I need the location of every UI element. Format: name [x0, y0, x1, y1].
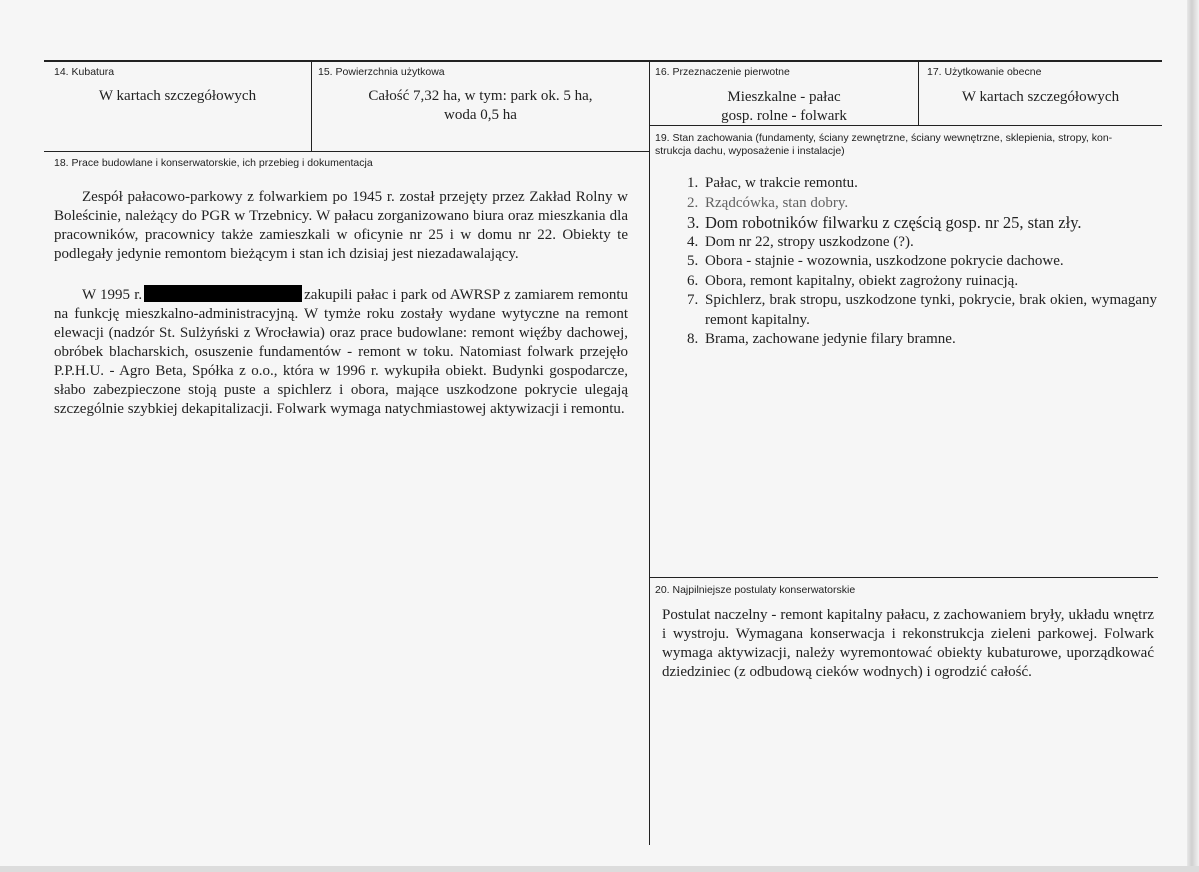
works-paragraph-2 [54, 285, 628, 419]
usable-area-line2: woda 0,5 ha [444, 107, 517, 123]
scan-edge-bottom [0, 866, 1199, 872]
condition-label-line2: strukcja dachu, wyposażenie i instalacje) [655, 145, 845, 157]
condition-item: 4. Dom nr 22, stropy uszkodzone (?). [687, 233, 914, 250]
condition-label [655, 132, 1112, 158]
works-paragraph-2-rest: zakupili pałac i park od AWRSP z zamiarem remontu na funkcję mieszkalno-administracyjną. W tymże roku zostały wydane wytyczne na remont elewacji (nadzór St. Sulżyński z Wrocławia) oraz prace budowlane: remont więźby dachowej, obróbek blacharskich, osuszenie fundamentów - remont w toku. Natomiast folwark przejęło P.P.H.U. - Agro Beta, Spółka z o.o., która w 1996 r. wykupiła obiekt. Budynki gospodarcze, słabo zabezpieczone stoją puste a spichlerz i obora, mające uszkodzone pokrycie ulegają szczególnie szybkiej dekapitalizacji. Folwark wymaga natychmiastowej aktywizacji i remontu. [54, 287, 628, 417]
original-purpose-value [650, 88, 918, 126]
works-paragraph-1: Zespół pałacowo-parkowy z folwarkiem po 1945 r. został przejęty przez Zakład Rolny w Boleścinie, należący do PGR w Trzebnicy. W pałacu zorganizowano biura oraz mieszkania dla pracowników, pracownicy także zamieszkali w oficynie nr 25 i w domu nr 22. Obiekty te podlegały jedynie remontom bieżącym i stan ich dzisiaj jest niezadawalający. [54, 189, 628, 262]
condition-item: 5. Obora - stajnie - wozownia, uszkodzone pokrycie dachowe. [687, 253, 1064, 269]
usable-area-line1: Całość 7,32 ha, w tym: park ok. 5 ha, [368, 88, 593, 104]
kubatura-label: 14. Kubatura [54, 66, 115, 78]
postulates-text: Postulat naczelny - remont kapitalny pałacu, z zachowaniem bryły, układu wnętrz i wystroju. Wymagana konserwacja i rekonstrukcja zieleni parkowej. Folwark wymaga aktywizacji, należy wyremontować obiekty kubaturowe, uporządkować dziedziniec (z odbudową cieków wodnych) i ogrodzić całość. [662, 607, 1154, 680]
condition-item: 3. Dom robotników filwarku z częścią gosp. nr 25, stan zły. [687, 213, 1082, 232]
scan-edge-right [1187, 0, 1199, 872]
current-use-value: W kartach szczegółowych [961, 89, 1120, 105]
redaction-bar [144, 285, 302, 302]
original-purpose-label: 16. Przeznaczenie pierwotne [655, 66, 790, 78]
condition-list [687, 174, 1157, 350]
condition-item: 1. Pałac, w trakcie remontu. [687, 175, 858, 191]
condition-item: 7. Spichlerz, brak stropu, uszkodzone tynki, pokrycie, brak okien, wymagany remont kapitalny. [687, 292, 1157, 328]
top-border [44, 60, 1162, 62]
works-label: 18. Prace budowlane i konserwatorskie, ich przebieg i dokumentacja [54, 157, 373, 169]
header-bottom-border-left [44, 151, 650, 152]
condition-item: 2. Rządcówka, stan dobry. [687, 194, 849, 211]
original-purpose-line2: gosp. rolne - folwark [721, 108, 847, 124]
condition-label-line1: 19. Stan zachowania (fundamenty, ściany zewnętrzne, ściany wewnętrzne, sklepienia, stropy, kon- [655, 132, 1113, 144]
works-paragraph-2-start: W 1995 r. [82, 287, 143, 303]
usable-area-value [312, 87, 649, 125]
divider-19-20 [650, 577, 1158, 578]
condition-item: 6. Obora, remont kapitalny, obiekt zagrożony ruinacją. [687, 272, 1019, 289]
postulates-label: 20. Najpilniejsze postulaty konserwatorskie [655, 584, 856, 596]
original-purpose-line1: Mieszkalne - pałac [727, 89, 841, 105]
condition-item: 8. Brama, zachowane jedynie filary bramne. [687, 331, 956, 347]
divider-main [649, 60, 650, 845]
kubatura-value: W kartach szczegółowych [98, 88, 257, 104]
usable-area-label: 15. Powierzchnia użytkowa [318, 66, 445, 78]
current-use-label: 17. Użytkowanie obecne [927, 66, 1042, 78]
